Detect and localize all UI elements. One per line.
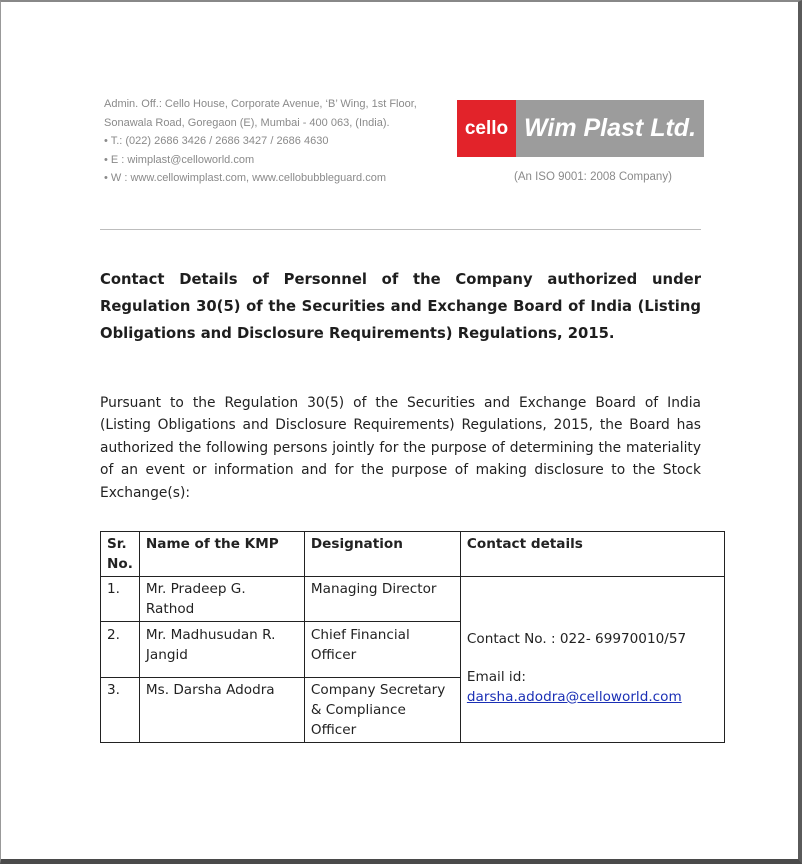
address-line: Sonawala Road, Goregaon (E), Mumbai - 400 063, (India). xyxy=(104,116,390,129)
email-line: • E : wimplast@celloworld.com xyxy=(104,153,255,166)
name-cell: Mr. Pradeep G. Rathod xyxy=(139,577,304,622)
designation-cell: Chief Financial Officer xyxy=(304,622,460,678)
header-contact: Contact details xyxy=(460,532,724,577)
letterhead-address xyxy=(104,95,417,188)
address-line: Admin. Off.: Cello House, Corporate Avenue, ‘B’ Wing, 1st Floor, xyxy=(104,98,417,110)
header-divider xyxy=(100,229,701,230)
kmp-table xyxy=(100,531,725,743)
phone-line: • T.: (022) 2686 3426 / 2686 3427 / 2686 4630 xyxy=(104,135,329,148)
company-logo xyxy=(457,100,704,157)
table-row xyxy=(101,577,725,622)
contact-details-cell xyxy=(460,577,724,743)
logo-brand: cello xyxy=(457,100,516,157)
sr-cell: 3. xyxy=(101,678,140,743)
contact-email-label: Email id: xyxy=(466,668,526,685)
table-header-row xyxy=(101,532,725,577)
designation-cell: Company Secretary & Compliance Officer xyxy=(304,678,460,743)
contact-phone: Contact No. : 022- 69970010/57 xyxy=(466,630,687,647)
header-designation: Designation xyxy=(304,532,460,577)
header-sr-no: Sr. No. xyxy=(101,532,140,577)
sr-cell: 1. xyxy=(101,577,140,622)
logo-company-name: Wim Plast Ltd. xyxy=(516,100,704,157)
iso-note: (An ISO 9001: 2008 Company) xyxy=(514,171,672,183)
designation-cell: Managing Director xyxy=(304,577,460,622)
name-cell: Ms. Darsha Adodra xyxy=(139,678,304,743)
body-paragraph: Pursuant to the Regulation 30(5) of the Securities and Exchange Board of India (Listing Obligations and Disclosure Requirements) Regulations, 2015, the Board has authorized the following persons jointly for the purpose of determining the materiality of an event or information and for the purpose of making disclosure to the Stock Exchange(s): xyxy=(100,395,701,501)
document-heading: Contact Details of Personnel of the Company authorized under Regulation 30(5) of the Securities and Exchange Board of India (Listing Obligations and Disclosure Requirements) Regulations, 2015. xyxy=(100,271,701,342)
website-line: • W : www.cellowimplast.com, www.cellobubbleguard.com xyxy=(104,172,387,185)
contact-email-link[interactable]: darsha.adodra@celloworld.com xyxy=(466,688,682,705)
header-name: Name of the KMP xyxy=(139,532,304,577)
sr-cell: 2. xyxy=(101,622,140,678)
name-cell: Mr. Madhusudan R. Jangid xyxy=(139,622,304,678)
